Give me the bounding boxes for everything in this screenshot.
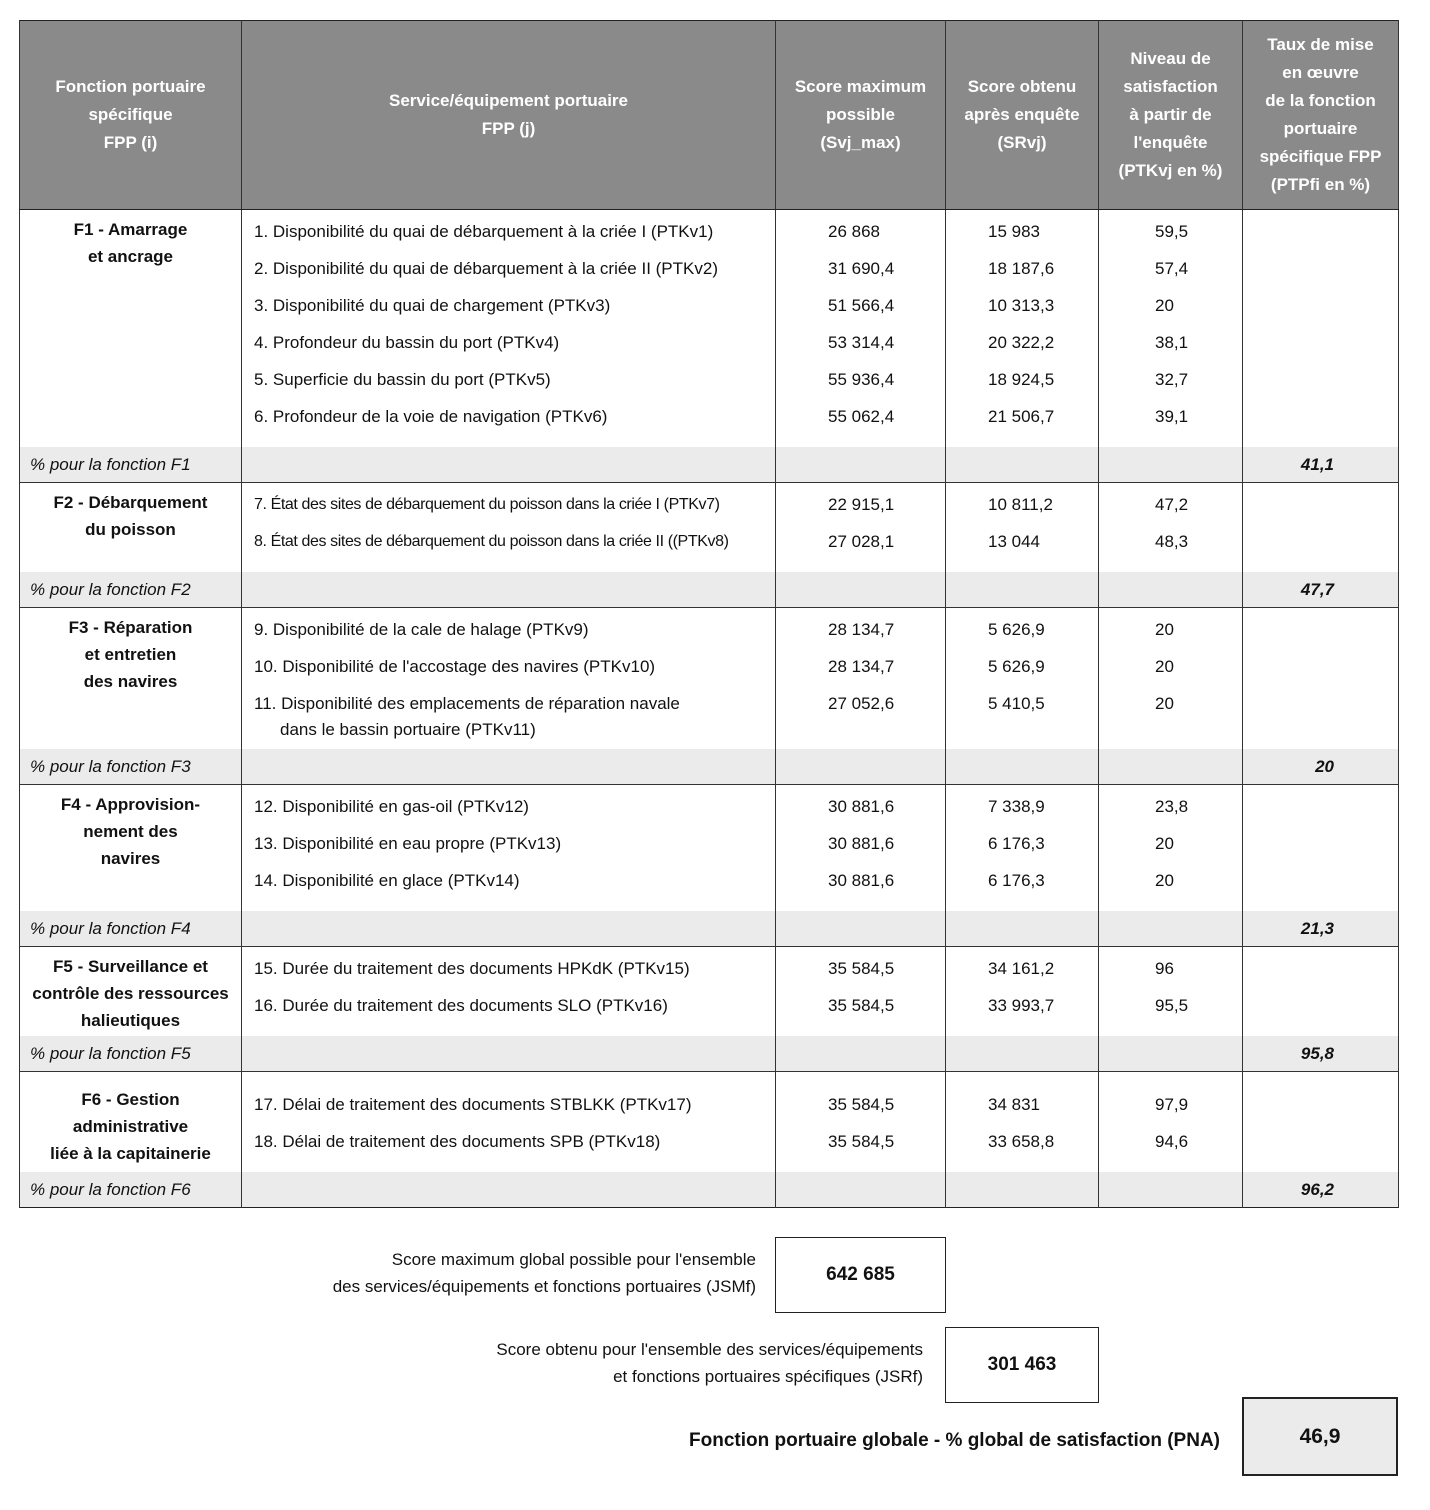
header-niveau: Niveau de satisfaction à partir de l'enquête (PTKvj en %) <box>1099 21 1243 210</box>
service-item: 8. État des sites de débarquement du poisson dans la criée II ((PTKv8) <box>254 533 729 550</box>
score-max-cell: 35 584,5 <box>828 1132 895 1151</box>
score-obtenu-cell: 6 176,3 <box>988 834 1045 853</box>
score-max-cell: 27 028,1 <box>828 532 895 551</box>
niveau-cell: 57,4 <box>1155 259 1189 278</box>
function-percent-row <box>20 911 1399 947</box>
percent-value: 41,1 <box>1243 447 1399 483</box>
table-row <box>20 785 1399 912</box>
service-item: 12. Disponibilité en gas-oil (PTKv12) <box>254 797 529 816</box>
function-percent-row <box>20 447 1399 483</box>
score-obtenu-cell: 18 924,5 <box>988 370 1055 389</box>
function-name: F2 - Débarquement du poisson <box>20 483 242 573</box>
score-obtenu-cell: 7 338,9 <box>988 797 1045 816</box>
service-item: 4. Profondeur du bassin du port (PTKv4) <box>254 333 560 352</box>
niveau-cell: 20 <box>1155 620 1174 639</box>
niveau-cell: 97,9 <box>1155 1095 1189 1114</box>
service-item: 15. Durée du traitement des documents HPKdK (PTKv15) <box>254 959 690 978</box>
header-score-max: Score maximum possible (Svj_max) <box>776 21 946 210</box>
table-row <box>20 947 1399 1037</box>
jsmf-value-box: 642 685 <box>775 1237 946 1313</box>
score-max-cell: 30 881,6 <box>828 871 895 890</box>
score-obtenu-cell: 5 410,5 <box>988 694 1045 713</box>
score-obtenu-cell: 6 176,3 <box>988 871 1045 890</box>
score-max-cell: 22 915,1 <box>828 495 895 514</box>
jsrf-value-box: 301 463 <box>945 1327 1099 1403</box>
score-obtenu-cell: 21 506,7 <box>988 407 1055 426</box>
percent-label: % pour la fonction F1 <box>20 447 242 483</box>
table-row <box>20 1072 1399 1173</box>
function-name: F1 - Amarrage et ancrage <box>20 210 242 448</box>
taux-cell-empty <box>1243 785 1399 912</box>
score-max-cell: 30 881,6 <box>828 834 895 853</box>
service-item: 1. Disponibilité du quai de débarquement à la criée I (PTKv1) <box>254 222 714 241</box>
percent-label: % pour la fonction F5 <box>20 1036 242 1072</box>
header-fonction: Fonction portuaire spécifique FPP (i) <box>20 21 242 210</box>
percent-label: % pour la fonction F6 <box>20 1172 242 1208</box>
score-max-cell: 35 584,5 <box>828 996 895 1015</box>
percent-value: 20 <box>1243 749 1399 785</box>
service-item: 2. Disponibilité du quai de débarquement à la criée II (PTKv2) <box>254 259 718 278</box>
score-max-cell: 35 584,5 <box>828 1095 895 1114</box>
service-item: 11. Disponibilité des emplacements de réparation navale dans le bassin portuaire (PTKv11) <box>254 694 680 739</box>
niveau-cell: 38,1 <box>1155 333 1189 352</box>
jsrf-label: Score obtenu pour l'ensemble des services/équipements et fonctions portuaires spécifiques (JSRf) <box>496 1340 923 1386</box>
function-name: F4 - Approvision- nement des navires <box>20 785 242 912</box>
function-percent-row <box>20 749 1399 785</box>
score-obtenu-cell: 20 322,2 <box>988 333 1055 352</box>
niveau-cell: 39,1 <box>1155 407 1189 426</box>
score-obtenu-cell: 10 313,3 <box>988 296 1055 315</box>
niveau-cell: 20 <box>1155 296 1174 315</box>
table-row <box>20 483 1399 573</box>
pna-value-box: 46,9 <box>1242 1397 1398 1476</box>
function-name: F6 - Gestion administrative liée à la capitainerie <box>20 1072 242 1173</box>
function-name: F5 - Surveillance et contrôle des ressources halieutiques <box>20 947 242 1037</box>
score-obtenu-cell: 33 658,8 <box>988 1132 1055 1151</box>
header-service: Service/équipement portuaire FPP (j) <box>242 21 776 210</box>
score-obtenu-cell: 13 044 <box>988 532 1040 551</box>
score-max-cell: 30 881,6 <box>828 797 895 816</box>
percent-label: % pour la fonction F2 <box>20 572 242 608</box>
taux-cell-empty <box>1243 210 1399 448</box>
score-obtenu-cell: 34 161,2 <box>988 959 1055 978</box>
score-max-cell: 28 134,7 <box>828 620 895 639</box>
satisfaction-table <box>19 20 1399 1208</box>
niveau-cell: 20 <box>1155 694 1174 713</box>
score-max-cell: 55 062,4 <box>828 407 895 426</box>
niveau-cell: 32,7 <box>1155 370 1189 389</box>
niveau-cell: 48,3 <box>1155 532 1189 551</box>
niveau-cell: 23,8 <box>1155 797 1189 816</box>
score-max-cell: 35 584,5 <box>828 959 895 978</box>
service-item: 7. État des sites de débarquement du poisson dans la criée I (PTKv7) <box>254 496 720 513</box>
score-max-cell: 55 936,4 <box>828 370 895 389</box>
taux-cell-empty <box>1243 483 1399 573</box>
service-item: 6. Profondeur de la voie de navigation (PTKv6) <box>254 407 608 426</box>
niveau-cell: 94,6 <box>1155 1132 1189 1151</box>
score-max-cell: 53 314,4 <box>828 333 895 352</box>
service-item: 13. Disponibilité en eau propre (PTKv13) <box>254 834 562 853</box>
niveau-cell: 47,2 <box>1155 495 1189 514</box>
taux-cell-empty <box>1243 1072 1399 1173</box>
service-item: 9. Disponibilité de la cale de halage (PTKv9) <box>254 620 589 639</box>
percent-value: 47,7 <box>1243 572 1399 608</box>
percent-value: 95,8 <box>1243 1036 1399 1072</box>
percent-label: % pour la fonction F3 <box>20 749 242 785</box>
percent-value: 21,3 <box>1243 911 1399 947</box>
niveau-cell: 20 <box>1155 834 1174 853</box>
score-max-cell: 26 868 <box>828 222 880 241</box>
service-item: 17. Délai de traitement des documents STBLKK (PTKv17) <box>254 1095 692 1114</box>
function-percent-row <box>20 572 1399 608</box>
niveau-cell: 59,5 <box>1155 222 1189 241</box>
jsmf-label: Score maximum global possible pour l'ensemble des services/équipements et fonctions portuaires (JSMf) <box>332 1250 756 1296</box>
percent-label: % pour la fonction F4 <box>20 911 242 947</box>
score-obtenu-cell: 33 993,7 <box>988 996 1055 1015</box>
service-item: 14. Disponibilité en glace (PTKv14) <box>254 871 520 890</box>
score-obtenu-cell: 15 983 <box>988 222 1040 241</box>
service-item: 10. Disponibilité de l'accostage des navires (PTKv10) <box>254 657 656 676</box>
service-item: 18. Délai de traitement des documents SPB (PTKv18) <box>254 1132 661 1151</box>
score-obtenu-cell: 18 187,6 <box>988 259 1055 278</box>
score-obtenu-cell: 5 626,9 <box>988 657 1045 676</box>
table-header-row <box>20 21 1399 210</box>
service-item: 5. Superficie du bassin du port (PTKv5) <box>254 370 551 389</box>
taux-cell-empty <box>1243 608 1399 750</box>
service-item: 3. Disponibilité du quai de chargement (PTKv3) <box>254 296 611 315</box>
function-name: F3 - Réparation et entretien des navires <box>20 608 242 750</box>
niveau-cell: 96 <box>1155 959 1174 978</box>
niveau-cell: 95,5 <box>1155 996 1189 1015</box>
table-row <box>20 608 1399 750</box>
score-obtenu-cell: 34 831 <box>988 1095 1040 1114</box>
pna-label: Fonction portuaire globale - % global de satisfaction (PNA) <box>689 1430 1220 1451</box>
score-max-cell: 51 566,4 <box>828 296 895 315</box>
score-max-cell: 28 134,7 <box>828 657 895 676</box>
score-max-cell: 27 052,6 <box>828 694 895 713</box>
service-item: 16. Durée du traitement des documents SLO (PTKv16) <box>254 996 668 1015</box>
function-percent-row <box>20 1036 1399 1072</box>
header-taux: Taux de mise en œuvre de la fonction portuaire spécifique FPP (PTPfi en %) <box>1243 21 1399 210</box>
header-score-obtenu: Score obtenu après enquête (SRvj) <box>946 21 1099 210</box>
table-row <box>20 210 1399 448</box>
score-obtenu-cell: 10 811,2 <box>988 495 1053 514</box>
percent-value: 96,2 <box>1243 1172 1399 1208</box>
taux-cell-empty <box>1243 947 1399 1037</box>
niveau-cell: 20 <box>1155 657 1174 676</box>
score-max-cell: 31 690,4 <box>828 259 895 278</box>
score-obtenu-cell: 5 626,9 <box>988 620 1045 639</box>
niveau-cell: 20 <box>1155 871 1174 890</box>
function-percent-row <box>20 1172 1399 1208</box>
